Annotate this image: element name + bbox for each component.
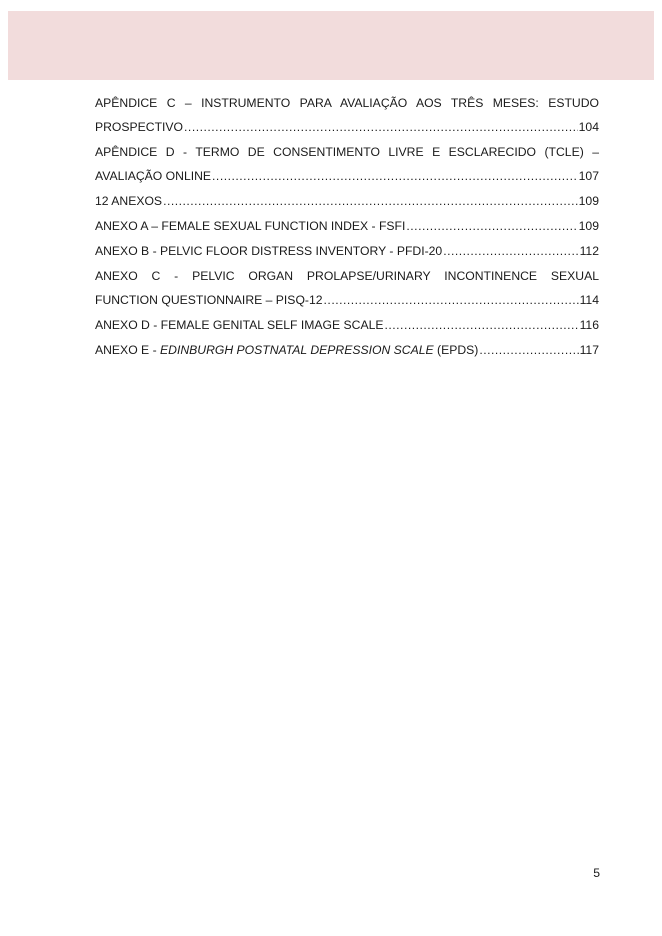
toc-entry-anexo-a[interactable] [95,219,599,233]
toc-entry-title: ANEXO B - PELVIC FLOOR DISTRESS INVENTORY - PFDI-20 [95,244,443,258]
toc-title-italic: EDINBURGH POSTNATAL DEPRESSION SCALE [160,343,434,357]
toc-entry-last-line [95,293,599,307]
toc-entry-anexo-c[interactable] [95,269,599,307]
toc-entry-anexo-d[interactable] [95,318,599,332]
toc-page-number: 109 [578,219,599,233]
dot-leader [184,120,578,134]
toc-entry-last-line [95,120,599,134]
header-band [8,11,654,80]
page-number: 5 [593,866,600,880]
dot-leader [324,293,579,307]
toc-entry-line [95,219,599,233]
toc-entry-line [95,343,599,357]
toc-entry-title [95,343,478,357]
toc-entry-title: ANEXO D - FEMALE GENITAL SELF IMAGE SCALE [95,318,384,332]
toc-page-number: 116 [579,318,599,332]
dot-leader [385,318,579,332]
dot-leader [443,244,578,258]
toc-page-number: 112 [579,244,599,258]
toc-entry-title-line: ANEXO C - PELVIC ORGAN PROLAPSE/URINARY INCONTINENCE SEXUAL [95,269,599,283]
toc-entry-last-line [95,169,599,183]
toc-entry-anexo-b[interactable] [95,244,599,258]
toc-entry-title-line: FUNCTION QUESTIONNAIRE – PISQ-12 [95,293,323,307]
dot-leader [406,219,577,233]
toc-page-number: 109 [578,194,599,208]
toc-entry-title: ANEXO A – FEMALE SEXUAL FUNCTION INDEX - FSFI [95,219,406,233]
toc-page-number: 107 [578,169,599,183]
toc-entry-line [95,244,599,258]
dot-leader [163,194,578,208]
toc-entry-title: 12 ANEXOS [95,194,163,208]
toc-entry-title-line: APÊNDICE D - TERMO DE CONSENTIMENTO LIVRE E ESCLARECIDO (TCLE) – [95,145,599,159]
dot-leader [212,169,578,183]
toc-entry-apendice-c[interactable] [95,96,599,134]
toc-title-prefix: ANEXO E - [95,343,161,357]
toc-page-number: 114 [579,293,599,307]
toc-entry-title-line: AVALIAÇÃO ONLINE [95,169,212,183]
table-of-contents [95,96,599,368]
toc-entry-line [95,318,599,332]
toc-entry-apendice-d[interactable] [95,145,599,183]
toc-entry-anexo-e[interactable] [95,343,599,357]
toc-entry-anexos[interactable] [95,194,599,208]
toc-page-number: 104 [578,120,599,134]
dot-leader [479,343,578,357]
toc-entry-line [95,194,599,208]
toc-entry-title-line: APÊNDICE C – INSTRUMENTO PARA AVALIAÇÃO AOS TRÊS MESES: ESTUDO [95,96,599,110]
toc-title-suffix: (EPDS) [433,343,479,357]
toc-page-number: 117 [579,343,599,357]
toc-entry-title-line: PROSPECTIVO [95,120,184,134]
